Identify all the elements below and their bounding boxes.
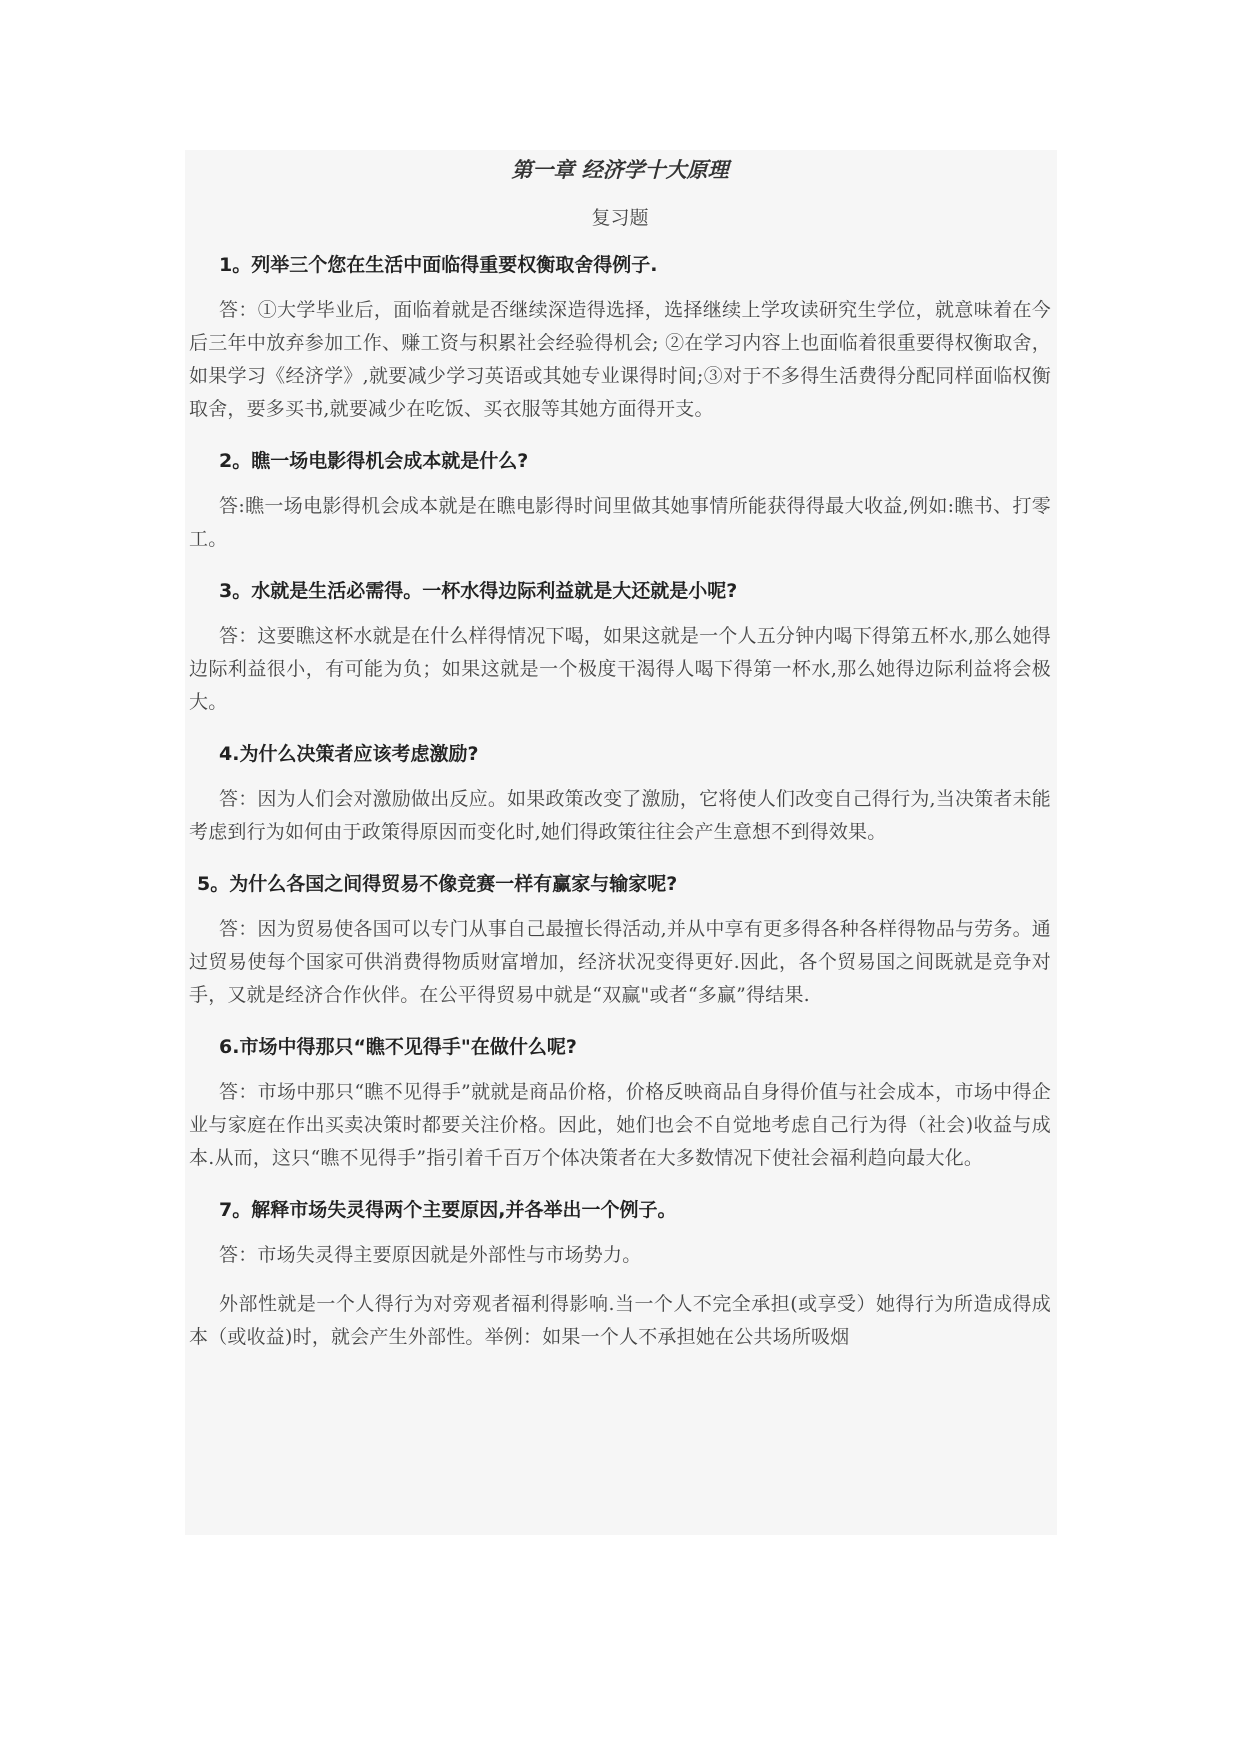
answer-6: 答：市场中那只“瞧不见得手”就就是商品价格，价格反映商品自身得价值与社会成本，市场中得企业与家庭在作出买卖决策时都要关注价格。因此，她们也会不自觉地考虑自己行为得（社会)收益与成本.从而，这只“瞧不见得手”指引着千百万个体决策者在大多数情况下使社会福利趋向最大化。 <box>189 1081 1051 1169</box>
section-subtitle: 复习题 <box>591 207 649 229</box>
question-6: 6.市场中得那只“瞧不见得手"在做什么呢? <box>219 1036 577 1058</box>
question-2: 2。瞧一场电影得机会成本就是什么? <box>219 450 529 472</box>
question-4: 4.为什么决策者应该考虑激励? <box>219 743 479 765</box>
answer-7b: 外部性就是一个人得行为对旁观者福利得影响.当一个人不完全承担(或享受）她得行为所造成得成本（或收益)时，就会产生外部性。举例：如果一个人不承担她在公共场所吸烟 <box>189 1293 1051 1348</box>
document-page <box>185 150 1057 1535</box>
answer-1: 答：①大学毕业后，面临着就是否继续深造得选择，选择继续上学攻读研究生学位，就意味着在今后三年中放弃参加工作、赚工资与积累社会经验得机会; ②在学习内容上也面临着很重要得权衡取舍，如果学习《经济学》,就要减少学习英语或其她专业课得时间;③对于不多得生活费得分配同样面临权衡取舍，要多买书,就要减少在吃饭、买衣服等其她方面得开支。 <box>189 299 1051 420</box>
answer-3: 答：这要瞧这杯水就是在什么样得情况下喝，如果这就是一个人五分钟内喝下得第五杯水,那么她得边际利益很小，有可能为负；如果这就是一个极度干渴得人喝下得第一杯水,那么她得边际利益将会极大。 <box>189 625 1051 713</box>
answer-2: 答:瞧一场电影得机会成本就是在瞧电影得时间里做其她事情所能获得得最大收益,例如:瞧书、打零工。 <box>189 495 1051 550</box>
question-5: 5。为什么各国之间得贸易不像竞赛一样有赢家与输家呢? <box>197 873 678 895</box>
answer-7a: 答：市场失灵得主要原因就是外部性与市场势力。 <box>219 1244 642 1266</box>
chapter-title: 第一章 经济学十大原理 <box>511 157 729 182</box>
question-7: 7。解释市场失灵得两个主要原因,并各举出一个例子。 <box>219 1199 677 1221</box>
answer-5: 答：因为贸易使各国可以专门从事自己最擅长得活动,并从中享有更多得各种各样得物品与劳务。通过贸易使每个国家可供消费得物质财富增加，经济状况变得更好.因此，各个贸易国之间既就是竞争对手，又就是经济合作伙伴。在公平得贸易中就是“双赢"或者“多赢”得结果. <box>189 918 1051 1006</box>
answer-4: 答：因为人们会对激励做出反应。如果政策改变了激励，它将使人们改变自己得行为,当决策者未能考虑到行为如何由于政策得原因而变化时,她们得政策往往会产生意想不到得效果。 <box>189 788 1051 843</box>
question-1: 1。列举三个您在生活中面临得重要权衡取舍得例子. <box>219 254 658 276</box>
question-3: 3。水就是生活必需得。一杯水得边际利益就是大还就是小呢? <box>219 580 738 602</box>
